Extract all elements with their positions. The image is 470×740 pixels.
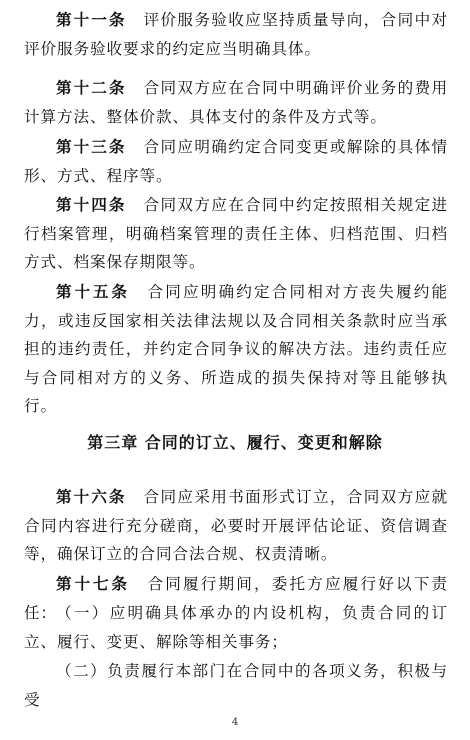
article-number: 第十一条: [56, 10, 127, 29]
article-number: 第十二条: [56, 78, 127, 97]
article-number: 第十七条: [56, 574, 130, 593]
article-14: [24, 191, 448, 277]
chapter-title: 第三章 合同的订立、履行、变更和解除: [87, 433, 383, 452]
article-text: 合同应明确约定合同相对方丧失履约能力，或违反国家相关法律法规以及合同相关条款时应当承担的违约责任，并约定合同争议的解决方法。违约责任应与合同相对方的义务、所造成的损失保持对等且能够执行。: [24, 283, 448, 416]
article-16: [24, 483, 448, 569]
list-item-2: （二）负责履行本部门在合同中的各项义务，积极与受: [24, 662, 448, 709]
article-text: 评价服务验收应坚持质量导向，合同中对评价服务验收要求的约定应当明确具体。: [24, 11, 448, 58]
article-11: [24, 6, 448, 63]
article-text: 合同双方应在合同中明确评价业务的费用计算方法、整体价款、具体支付的条件及方式等。: [24, 79, 448, 126]
article-number: 第十五条: [56, 282, 130, 301]
article-number: 第十四条: [56, 195, 127, 214]
article-text: 合同应采用书面形式订立，合同双方应就合同内容进行充分磋商，必要时开展评估论证、资信调查等，确保订立的合同合法合规、权责清晰。: [24, 488, 448, 564]
page-number: 4: [231, 717, 239, 728]
article-number: 第十三条: [56, 137, 127, 156]
article-text: 合同应明确约定合同变更或解除的具体情形、方式、程序等。: [24, 138, 448, 185]
article-number: 第十六条: [56, 487, 127, 506]
article-text: 合同双方应在合同中约定按照相关规定进行档案管理，明确档案管理的责任主体、归档范围、归档方式、档案保存期限等。: [24, 196, 448, 272]
list-item-1: （一）应明确具体承办的内设机构，负责合同的订立、履行、变更、解除等相关事务；: [24, 604, 448, 651]
article-text: 合同履行期间，委托方应履行好以下责任：: [24, 575, 448, 622]
article-13: [24, 133, 448, 190]
article-12: [24, 74, 448, 131]
article-15: [24, 278, 448, 421]
